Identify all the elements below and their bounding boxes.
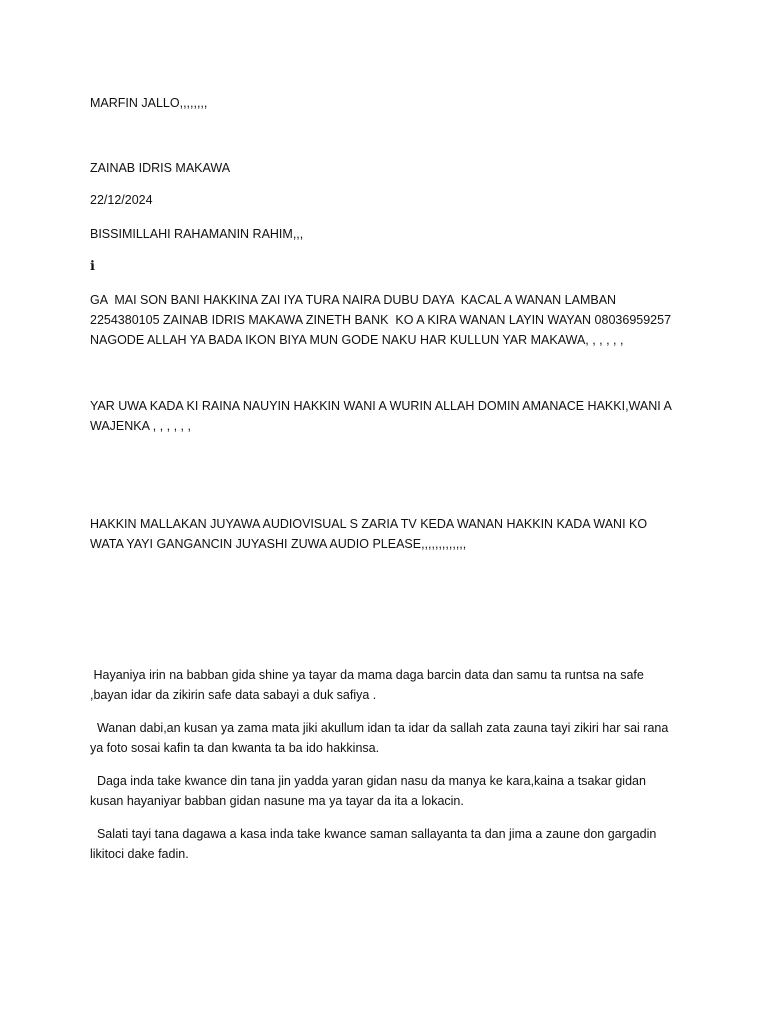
author-name: ZAINAB IDRIS MAKAWA xyxy=(90,161,231,175)
paragraph-5: Wanan dabi,an kusan ya zama mata jiki akullum idan ta idar da sallah zata zauna tayi zikiri har sai rana ya foto sosai kafin ta dan kwanta ta ba ido hakkinsa. xyxy=(90,721,672,755)
paragraph-4: Hayaniya irin na babban gida shine ya tayar da mama daga barcin data dan samu ta runtsa na safe ,bayan idar da zikirin safe data sabayi a duk safiya . xyxy=(90,668,648,702)
opening-line: BISSIMILLAHI RAHAMANIN RAHIM,,, xyxy=(90,227,304,241)
paragraph-1: GA MAI SON BANI HAKKINA ZAI IYA TURA NAIRA DUBU DAYA KACAL A WANAN LAMBAN 2254380105 ZAINAB IDRIS MAKAWA ZINETH BANK KO A KIRA WANAN LAYIN WAYAN 08036959257 NAGODE ALLAH YA BADA IKON BIYA MUN GODE NAKU HAR KULLUN YAR MAKAWA, , , , , , xyxy=(90,293,675,347)
paragraph-3: HAKKIN MALLAKAN JUYAWA AUDIOVISUAL S ZARIA TV KEDA WANAN HAKKIN KADA WANI KO WATA YAYI GANGANCIN JUYASHI ZUWA AUDIO PLEASE,,,,,,,,,,,,, xyxy=(90,517,651,551)
paragraph-6: Daga inda take kwance din tana jin yadda yaran gidan nasu da manya ke kara,kaina a tsakar gidan kusan hayaniyar babban gidan nasune ma ya tayar da ita a lokacin. xyxy=(90,774,650,808)
paragraph-2: YAR UWA KADA KI RAINA NAUYIN HAKKIN WANI A WURIN ALLAH DOMIN AMANACE HAKKI,WANI A WAJENKA , , , , , , xyxy=(90,399,675,433)
info-mark-icon: ℹ xyxy=(90,258,95,273)
document-date: 22/12/2024 xyxy=(90,193,153,207)
paragraph-7: Salati tayi tana dagawa a kasa inda take kwance saman sallayanta ta dan jima a zaune don gargadin likitoci dake fadin. xyxy=(90,827,660,861)
heading-line-1: MARFIN JALLO,,,,,,,, xyxy=(90,96,208,110)
